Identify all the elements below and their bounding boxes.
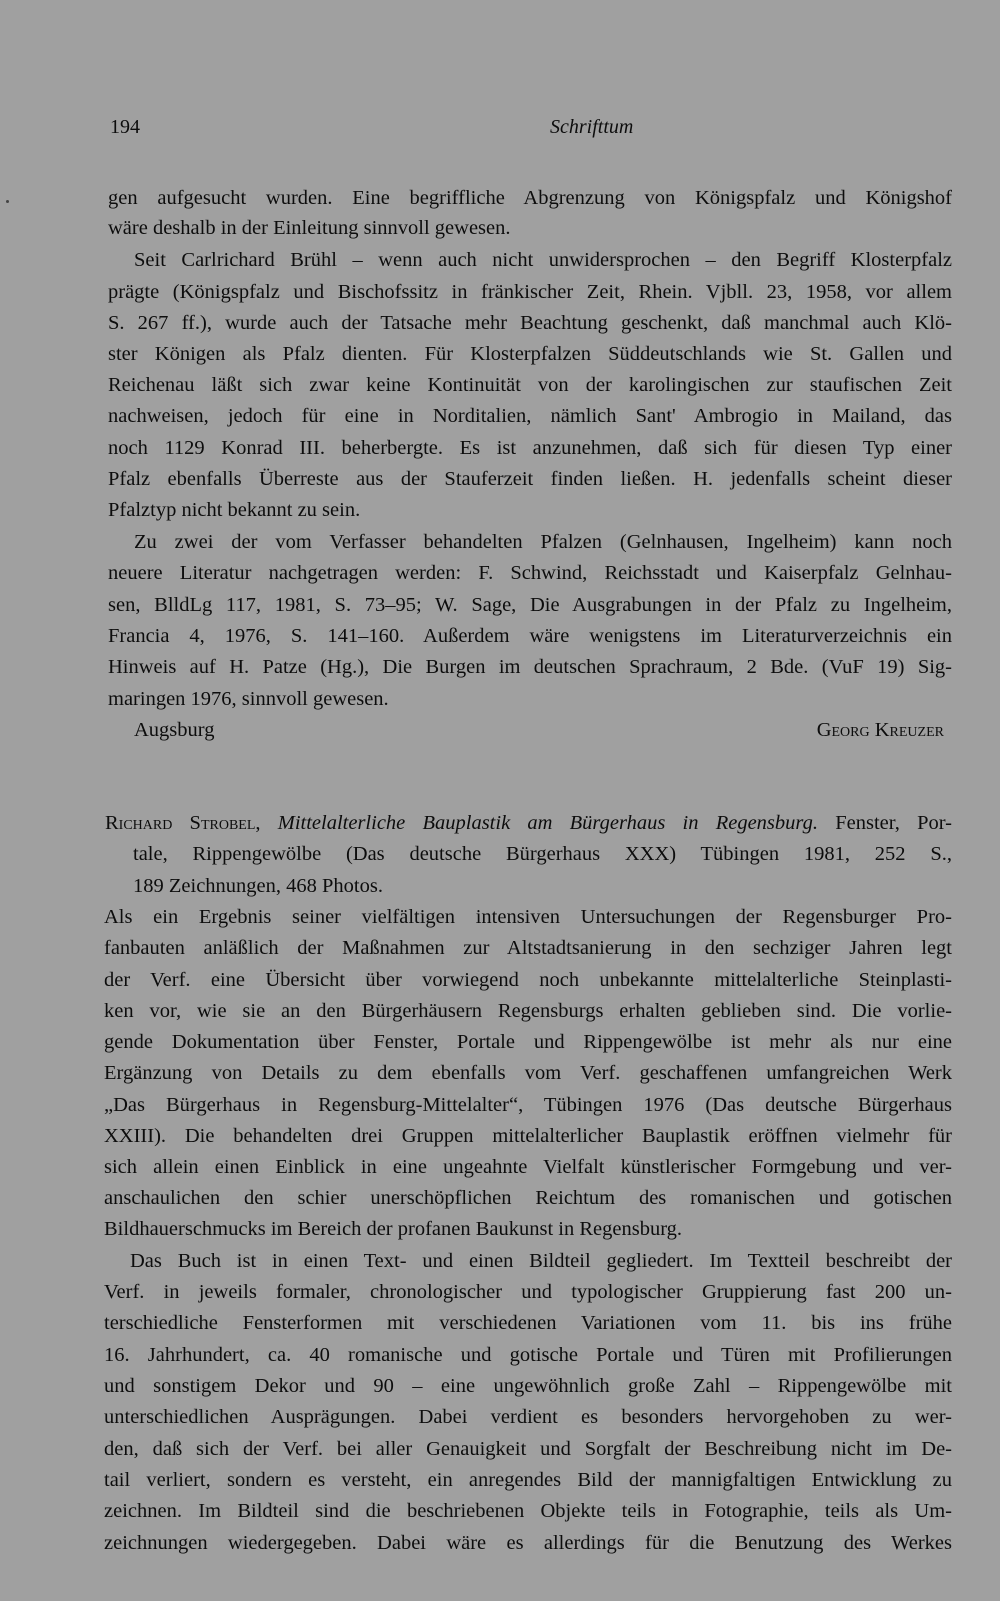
- review2-line: 16. Jahrhundert, ca. 40 romanische und gotische Portale und Türen mit Profilierungen: [104, 1344, 952, 1366]
- review2-subtitle: Fenster, Por-: [835, 812, 952, 834]
- review2-line: der Verf. eine Übersicht über vorwiegend noch unbekannte mittelalterliche Steinplasti-: [104, 969, 952, 991]
- review2-line: Verf. in jeweils formaler, chronologischer und typologischer Gruppierung fast 200 un-: [104, 1281, 952, 1303]
- review2-title: Mittelalterliche Bauplastik am Bürgerhaus in Regensburg.: [277, 812, 818, 834]
- review1-line: ster Königen als Pfalz dienten. Für Klosterpfalzen Süddeutschlands wie St. Gallen und: [108, 343, 952, 365]
- review1-line: Reichenau läßt sich zwar keine Kontinuität von der karolingischen zur staufischen Zeit: [108, 374, 952, 396]
- review1-line: noch 1129 Konrad III. beherbergte. Es ist anzunehmen, daß sich für diesen Typ einer: [108, 437, 952, 459]
- review1-line: Seit Carlrichard Brühl – wenn auch nicht unwidersprochen – den Begriff Klosterpfalz: [134, 249, 952, 271]
- review2-line: sich allein einen Einblick in eine ungeahnte Vielfalt künstlerischer Formgebung und ver-: [104, 1156, 952, 1178]
- review1-place: Augsburg: [134, 719, 215, 741]
- review1-line: Francia 4, 1976, S. 141–160. Außerdem wäre wenigstens im Literaturverzeichnis ein: [108, 625, 952, 647]
- running-title: Schrifttum: [550, 116, 634, 138]
- review1-line: gen aufgesucht wurden. Eine begriffliche Abgrenzung von Königspfalz und Königshof: [108, 187, 952, 209]
- review2-line: fanbauten anläßlich der Maßnahmen zur Altstadtsanierung in den sechziger Jahren legt: [104, 937, 952, 959]
- review2-bib-line: 189 Zeichnungen, 468 Photos.: [133, 875, 383, 897]
- review1-line: wäre deshalb in der Einleitung sinnvoll gewesen.: [108, 217, 511, 239]
- review2-line: XXIII). Die behandelten drei Gruppen mittelalterlicher Bauplastik eröffnen vielmehr für: [104, 1125, 952, 1147]
- review2-line: „Das Bürgerhaus in Regensburg-Mittelalter“, Tübingen 1976 (Das deutsche Bürgerhaus: [104, 1094, 952, 1116]
- review2-line: zeichnungen wiedergegeben. Dabei wäre es allerdings für die Benutzung des Werkes: [104, 1532, 952, 1554]
- review1-line: sen, BlldLg 117, 1981, S. 73–95; W. Sage, Die Ausgrabungen in der Pfalz zu Ingelheim,: [108, 594, 952, 616]
- review2-heading: Richard Strobel, Mittelalterliche Bauplastik am Bürgerhaus in Regensburg. Fenster, Por-: [105, 812, 952, 834]
- review2-line: Ergänzung von Details zu dem ebenfalls vom Verf. geschaffenen umfangreichen Werk: [104, 1062, 952, 1084]
- scan-speck: [6, 200, 9, 203]
- review2-line: den, daß sich der Verf. bei aller Genauigkeit und Sorgfalt der Beschreibung nicht im De-: [104, 1438, 952, 1460]
- review1-line: Hinweis auf H. Patze (Hg.), Die Burgen im deutschen Sprachraum, 2 Bde. (VuF 19) Sig-: [108, 656, 952, 678]
- review1-line: Pfalztyp nicht bekannt zu sein.: [108, 499, 361, 521]
- review2-bib-line: tale, Rippengewölbe (Das deutsche Bürgerhaus XXX) Tübingen 1981, 252 S.,: [133, 843, 952, 865]
- review1-line: S. 267 ff.), wurde auch der Tatsache mehr Beachtung geschenkt, daß manchmal auch Klö-: [108, 312, 952, 334]
- review2-line: ken vor, wie sie an den Bürgerhäusern Regensburgs erhalten geblieben sind. Die vorlie-: [104, 1000, 952, 1022]
- review2-line: Als ein Ergebnis seiner vielfältigen intensiven Untersuchungen der Regensburger Pro-: [104, 906, 952, 928]
- review2-line: gende Dokumentation über Fenster, Portale und Rippengewölbe ist mehr als nur eine: [104, 1031, 952, 1053]
- page-number: 194: [110, 116, 140, 138]
- running-head: [110, 116, 640, 146]
- review1-line: Zu zwei der vom Verfasser behandelten Pfalzen (Gelnhausen, Ingelheim) kann noch: [134, 531, 952, 553]
- review1-line: prägte (Königspfalz und Bischofssitz in fränkischer Zeit, Rhein. Vjbll. 23, 1958, vor allem: [108, 281, 952, 303]
- review2-line: anschaulichen den schier unerschöpflichen Reichtum des romanischen und gotischen: [104, 1187, 952, 1209]
- review1-reviewer: Georg Kreuzer: [816, 719, 944, 741]
- review1-line: Pfalz ebenfalls Überreste aus der Stauferzeit finden ließen. H. jedenfalls scheint dieser: [108, 468, 952, 490]
- review2-line: tail verliert, sondern es versteht, ein anregendes Bild der mannigfaltigen Entwicklung zu: [104, 1469, 952, 1491]
- review2-line: terschiedliche Fensterformen mit verschiedenen Variationen vom 11. bis ins frühe: [104, 1312, 952, 1334]
- review2-line: unterschiedlichen Ausprägungen. Dabei verdient es besonders hervorgehoben zu wer-: [104, 1406, 952, 1428]
- review2-line: Bildhauerschmucks im Bereich der profanen Baukunst in Regensburg.: [104, 1218, 683, 1240]
- review1-line: neuere Literatur nachgetragen werden: F. Schwind, Reichsstadt und Kaiserpfalz Gelnhau-: [108, 562, 952, 584]
- review2-line: zeichnen. Im Bildteil sind die beschriebenen Objekte teils in Fotographie, teils als Um-: [104, 1500, 952, 1522]
- review1-line: nachweisen, jedoch für eine in Norditalien, nämlich Sant' Ambrogio in Mailand, das: [108, 405, 952, 427]
- review2-line: Das Buch ist in einen Text- und einen Bildteil gegliedert. Im Textteil beschreibt der: [130, 1250, 952, 1272]
- review1-line: maringen 1976, sinnvoll gewesen.: [108, 688, 389, 710]
- review2-line: und sonstigem Dekor und 90 – eine ungewöhnlich große Zahl – Rippengewölbe mit: [104, 1375, 952, 1397]
- review2-author: Richard Strobel: [105, 812, 256, 834]
